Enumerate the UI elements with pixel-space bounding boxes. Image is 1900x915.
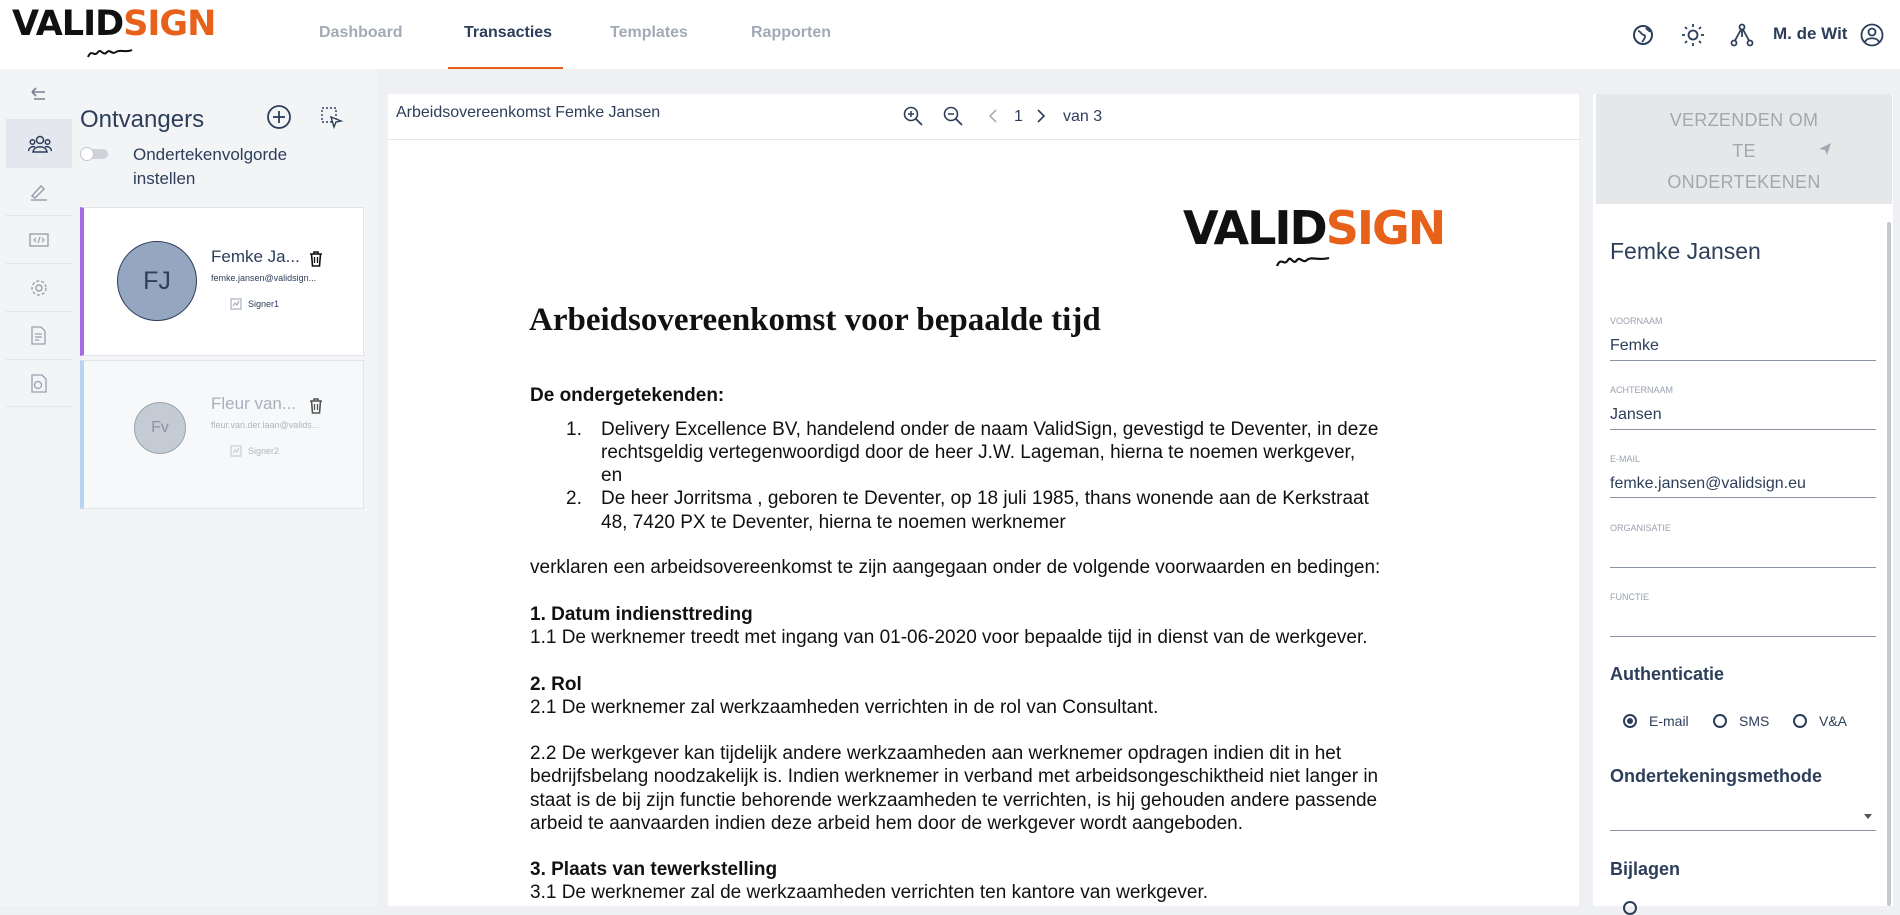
auth-qa-label: V&A	[1819, 713, 1848, 729]
recipient-avatar: FJ	[117, 241, 197, 321]
pen-signature-icon	[28, 181, 50, 203]
previous-page-icon[interactable]	[987, 108, 999, 124]
network-icon[interactable]	[1729, 22, 1755, 48]
send-label-line: TE	[1732, 141, 1756, 161]
trash-icon[interactable]	[308, 397, 324, 415]
role-icon	[230, 445, 242, 457]
tab-dashboard[interactable]: Dashboard	[319, 24, 403, 41]
party-1-line: rechtsgeldig vertegenwoordigd door de heer J.W. Lageman, hierna te noemen werkgever,	[601, 442, 1356, 463]
role-icon	[230, 298, 242, 310]
document-chart-icon	[28, 373, 50, 395]
signing-order-toggle-knob	[80, 147, 94, 161]
auth-sms-label: SMS	[1739, 713, 1770, 729]
function-field[interactable]	[1610, 613, 1876, 633]
auth-sms-radio[interactable]	[1713, 714, 1727, 728]
signing-order-label: Ondertekenvolgorde instellen	[133, 145, 288, 188]
email-label: E-MAIL	[1610, 454, 1641, 464]
sun-icon[interactable]	[1680, 22, 1706, 48]
function-underline	[1610, 636, 1876, 637]
email-field[interactable]: femke.jansen@validsign.eu	[1610, 475, 1806, 492]
recipients-title: Ontvangers	[80, 106, 205, 133]
rail-document-edit[interactable]	[6, 311, 72, 359]
last-name-underline	[1610, 429, 1876, 430]
parties-heading: De ondergetekenden:	[530, 385, 725, 406]
signing-method-heading: Ondertekeningsmethode	[1610, 766, 1823, 786]
top-bar	[0, 0, 1900, 69]
section-3-1: 3.1 De werknemer zal de werkzaamheden verrichten ten kantore van werkgever.	[530, 882, 1209, 903]
first-name-label: VOORNAAM	[1610, 316, 1663, 326]
send-to-sign-button[interactable]	[1596, 94, 1892, 204]
rail-fields[interactable]	[6, 215, 72, 263]
select-recipient-icon[interactable]	[320, 106, 344, 130]
globe-icon[interactable]	[1630, 22, 1656, 48]
party-2-line: 48, 7420 PX te Deventer, hierna te noemen werknemer	[601, 512, 1066, 533]
recipient-name: Fleur van...	[211, 394, 297, 413]
zoom-in-icon[interactable]	[902, 105, 924, 127]
section-2-2-line: bedrijfsbelang noodzakelijk is. Indien werknemer in verband met arbeidsongeschiktheid niet langer in	[530, 766, 1379, 787]
party-2-number: 2.	[566, 488, 582, 509]
function-label: FUNCTIE	[1610, 592, 1649, 602]
recipient-name: Femke Ja...	[211, 247, 300, 266]
section-2-2-line: 2.2 De werkgever kan tijdelijk andere werkzaamheden aan werknemer opdragen indien dit in het	[530, 743, 1342, 764]
recipient-card-femke[interactable]	[80, 207, 364, 356]
first-name-underline	[1610, 360, 1876, 361]
auth-qa-radio[interactable]	[1793, 714, 1807, 728]
last-name-label: ACHTERNAAM	[1610, 385, 1674, 395]
recipient-avatar: Fv	[134, 402, 186, 454]
code-field-icon	[28, 229, 50, 251]
document-name: Arbeidsovereenkomst Femke Jansen	[396, 104, 661, 121]
authentication-heading: Authenticatie	[1610, 664, 1725, 684]
logo-signature-icon	[86, 46, 142, 60]
back-arrow-icon	[28, 84, 50, 106]
tab-rapporten[interactable]: Rapporten	[751, 24, 831, 41]
rail-report[interactable]	[6, 359, 72, 407]
email-underline	[1610, 497, 1876, 498]
user-avatar-icon[interactable]	[1859, 22, 1885, 48]
recipient-card-fleur[interactable]	[80, 360, 364, 509]
section-2-2-line: arbeid te aanvaarden indien deze arbeid hem door de werkgever wordt aangeboden.	[530, 813, 1243, 834]
tab-templates[interactable]: Templates	[610, 24, 688, 41]
section-2-2-line: staat is de bij zijn functie behorende werkzaamheden te verrichten, is hij gehouden andere passende	[530, 790, 1378, 811]
signing-method-underline	[1610, 830, 1876, 831]
recipient-email: femke.jansen@validsign...	[211, 273, 317, 283]
send-label-line: ONDERTEKENEN	[1667, 172, 1821, 192]
trash-icon[interactable]	[308, 250, 324, 268]
send-icon	[1818, 142, 1832, 156]
recipient-role: Signer1	[248, 299, 280, 309]
section-3-heading: 3. Plaats van tewerkstelling	[530, 859, 778, 880]
section-1-heading: 1. Datum indiensttreding	[530, 604, 753, 625]
active-tab-indicator	[448, 67, 563, 69]
chevron-down-icon[interactable]	[1863, 813, 1873, 821]
rail-signature[interactable]	[6, 167, 72, 215]
send-label-line: VERZENDEN OM	[1669, 110, 1819, 130]
rail-back[interactable]	[6, 71, 72, 119]
attachments-heading: Bijlagen	[1610, 859, 1681, 879]
page-number[interactable]: 1	[1014, 108, 1023, 125]
organisation-label: ORGANISATIE	[1610, 523, 1671, 533]
section-1-1: 1.1 De werknemer treedt met ingang van 01-06-2020 voor bepaalde tijd in dienst van de werkgever.	[530, 627, 1368, 648]
page-total: van 3	[1063, 108, 1103, 125]
document-logo: VALIDSIGN	[1183, 201, 1444, 255]
last-name-field[interactable]: Jansen	[1610, 406, 1662, 423]
tab-transacties[interactable]: Transacties	[464, 24, 553, 41]
signing-method-select[interactable]	[1610, 806, 1876, 828]
auth-email-label: E-mail	[1649, 713, 1689, 729]
attachments-radio[interactable]	[1623, 901, 1637, 915]
rail-recipients[interactable]	[6, 119, 72, 167]
rail-settings[interactable]	[6, 263, 72, 311]
recipient-details-name: Femke Jansen	[1610, 238, 1761, 264]
section-2-1: 2.1 De werknemer zal werkzaamheden verrichten in de rol van Consultant.	[530, 697, 1159, 718]
organisation-field[interactable]	[1610, 544, 1876, 564]
document-intro: verklaren een arbeidsovereenkomst te zijn aangegaan onder de volgende voorwaarden en bedingen:	[530, 557, 1381, 578]
user-name[interactable]: M. de Wit	[1773, 24, 1848, 43]
organisation-underline	[1610, 567, 1876, 568]
users-icon	[28, 133, 52, 155]
party-1-line: en	[601, 465, 623, 486]
gear-icon	[28, 277, 50, 299]
panel-scrollbar[interactable]	[1887, 222, 1891, 906]
recipient-role: Signer2	[248, 446, 280, 456]
section-2-heading: 2. Rol	[530, 674, 582, 695]
first-name-field[interactable]: Femke	[1610, 337, 1659, 354]
auth-email-radio[interactable]	[1623, 714, 1637, 728]
next-page-icon[interactable]	[1035, 108, 1047, 124]
zoom-out-icon[interactable]	[942, 105, 964, 127]
party-1-number: 1.	[566, 419, 582, 440]
party-1-line: Delivery Excellence BV, handelend onder de naam ValidSign, gevestigd te Deventer, in deze	[601, 419, 1379, 440]
logo-signature-icon	[1275, 253, 1333, 269]
document-edit-icon	[28, 325, 50, 347]
document-title: Arbeidsovereenkomst voor bepaalde tijd	[529, 302, 1101, 338]
app-logo[interactable]: VALIDSIGN	[12, 4, 215, 44]
recipient-email: fleur.van.der.laan@valids...	[211, 420, 320, 430]
party-2-line: De heer Jorritsma , geboren te Deventer, op 18 juli 1985, thans wonende aan de Kerkstraat	[601, 488, 1369, 509]
add-recipient-icon[interactable]	[266, 104, 292, 130]
